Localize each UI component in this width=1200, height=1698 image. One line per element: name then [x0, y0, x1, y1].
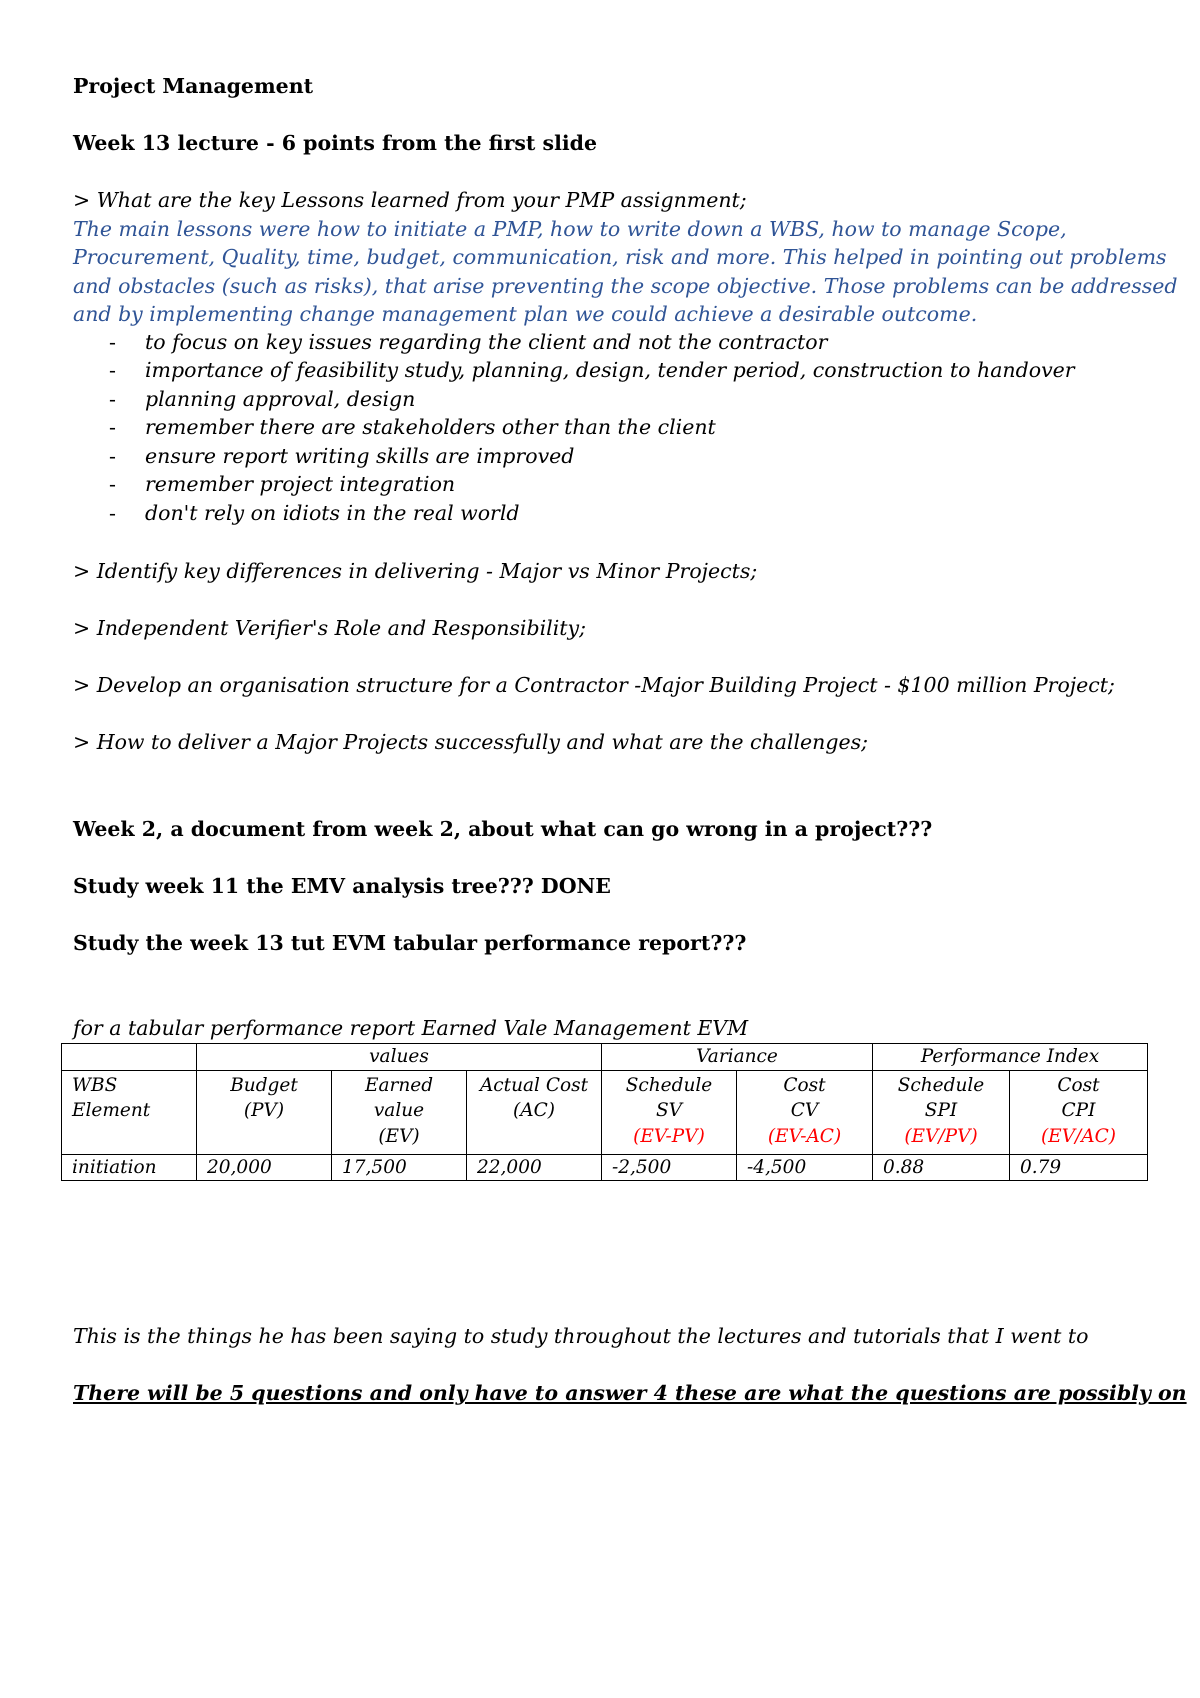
header-earned-value: Earned value (EV): [332, 1070, 467, 1154]
bullet-text: remember there are stakeholders other than the client: [145, 415, 716, 439]
table-header-row: [62, 1070, 1148, 1154]
table-row: [62, 1154, 1148, 1181]
group-values: values: [197, 1044, 602, 1071]
bullet-dash: -: [109, 472, 116, 496]
header-actual-cost: Actual Cost (AC): [467, 1070, 602, 1154]
bullet-dash: -: [109, 501, 116, 525]
bullet-text: planning approval, design: [145, 387, 416, 411]
week11-note: Study week 11 the EMV analysis tree??? DONE: [73, 874, 611, 898]
formula-ev-ac: (EV-AC): [767, 1125, 842, 1147]
document-title: Project Management: [73, 74, 314, 98]
question-major-minor: > Identify key differences in delivering - Major vs Minor Projects;: [73, 559, 758, 583]
bullet-dash: -: [109, 358, 116, 382]
question-deliver-major-projects: > How to deliver a Major Projects successfully and what are the challenges;: [73, 730, 869, 754]
formula-ev-pv: (EV-PV): [633, 1125, 705, 1147]
cell-actual-cost: 22,000: [467, 1154, 602, 1181]
answer-line: Procurement, Quality, time, budget, communication, risk and more. This helped in pointing out problems: [73, 245, 1167, 269]
bullet-text: importance of feasibility study, planning, design, tender period, construction to handover: [145, 358, 1075, 382]
formula-ev-div-pv: (EV/PV): [904, 1125, 978, 1147]
question-lessons-learned: > What are the key Lessons learned from your PMP assignment;: [73, 188, 747, 212]
bullet-dash: -: [109, 444, 116, 468]
group-variance: Variance: [602, 1044, 873, 1071]
bullet-text: ensure report writing skills are improved: [145, 444, 575, 468]
header-cost-variance: Cost CV (EV-AC): [737, 1070, 873, 1154]
cell-wbs: initiation: [62, 1154, 197, 1181]
header-wbs-element: WBS Element: [62, 1070, 197, 1154]
table-group-row: [62, 1044, 1148, 1071]
bullet-text: remember project integration: [145, 472, 456, 496]
closing-note: This is the things he has been saying to study throughout the lectures and tutorials that I went to: [73, 1324, 1089, 1348]
answer-line: and obstacles (such as risks), that arise preventing the scope objective. Those problems can be addressed: [73, 274, 1178, 298]
cell-schedule-variance: -2,500: [602, 1154, 737, 1181]
table-caption: for a tabular performance report Earned Vale Management EVM: [73, 1016, 749, 1040]
group-performance-index: Performance Index: [873, 1044, 1148, 1071]
cell-cpi: 0.79: [1010, 1154, 1148, 1181]
header-cost-performance-index: Cost CPI (EV/AC): [1010, 1070, 1148, 1154]
table-cell-empty: [62, 1044, 197, 1071]
bullet-text: to focus on key issues regarding the client and not the contractor: [145, 330, 828, 354]
bullet-dash: -: [109, 415, 116, 439]
cell-spi: 0.88: [873, 1154, 1010, 1181]
cell-budget: 20,000: [197, 1154, 332, 1181]
bullet-dash: -: [109, 387, 116, 411]
answer-line: The main lessons were how to initiate a PMP, how to write down a WBS, how to manage Scope,: [73, 217, 1067, 241]
week2-note: Week 2, a document from week 2, about what can go wrong in a project???: [73, 817, 933, 841]
cell-cost-variance: -4,500: [737, 1154, 873, 1181]
header-budget: Budget (PV): [197, 1070, 332, 1154]
answer-line: and by implementing change management plan we could achieve a desirable outcome.: [73, 302, 978, 326]
evm-performance-table: [61, 1043, 1148, 1181]
week13-heading: Week 13 lecture - 6 points from the first slide: [73, 131, 598, 155]
question-organisation-structure: > Develop an organisation structure for a Contractor -Major Building Project - $100 million Project;: [73, 673, 1115, 697]
bullet-dash: -: [109, 330, 116, 354]
final-note: There will be 5 questions and only have to answer 4 these are what the questions are possibly on: [73, 1381, 1187, 1405]
cell-earned-value: 17,500: [332, 1154, 467, 1181]
header-schedule-variance: Schedule SV (EV-PV): [602, 1070, 737, 1154]
bullet-text: don't rely on idiots in the real world: [145, 501, 520, 525]
formula-ev-div-ac: (EV/AC): [1040, 1125, 1117, 1147]
week13-tut-note: Study the week 13 tut EVM tabular performance report???: [73, 931, 747, 955]
question-independent-verifier: > Independent Verifier's Role and Responsibility;: [73, 616, 587, 640]
header-schedule-performance-index: Schedule SPI (EV/PV): [873, 1070, 1010, 1154]
